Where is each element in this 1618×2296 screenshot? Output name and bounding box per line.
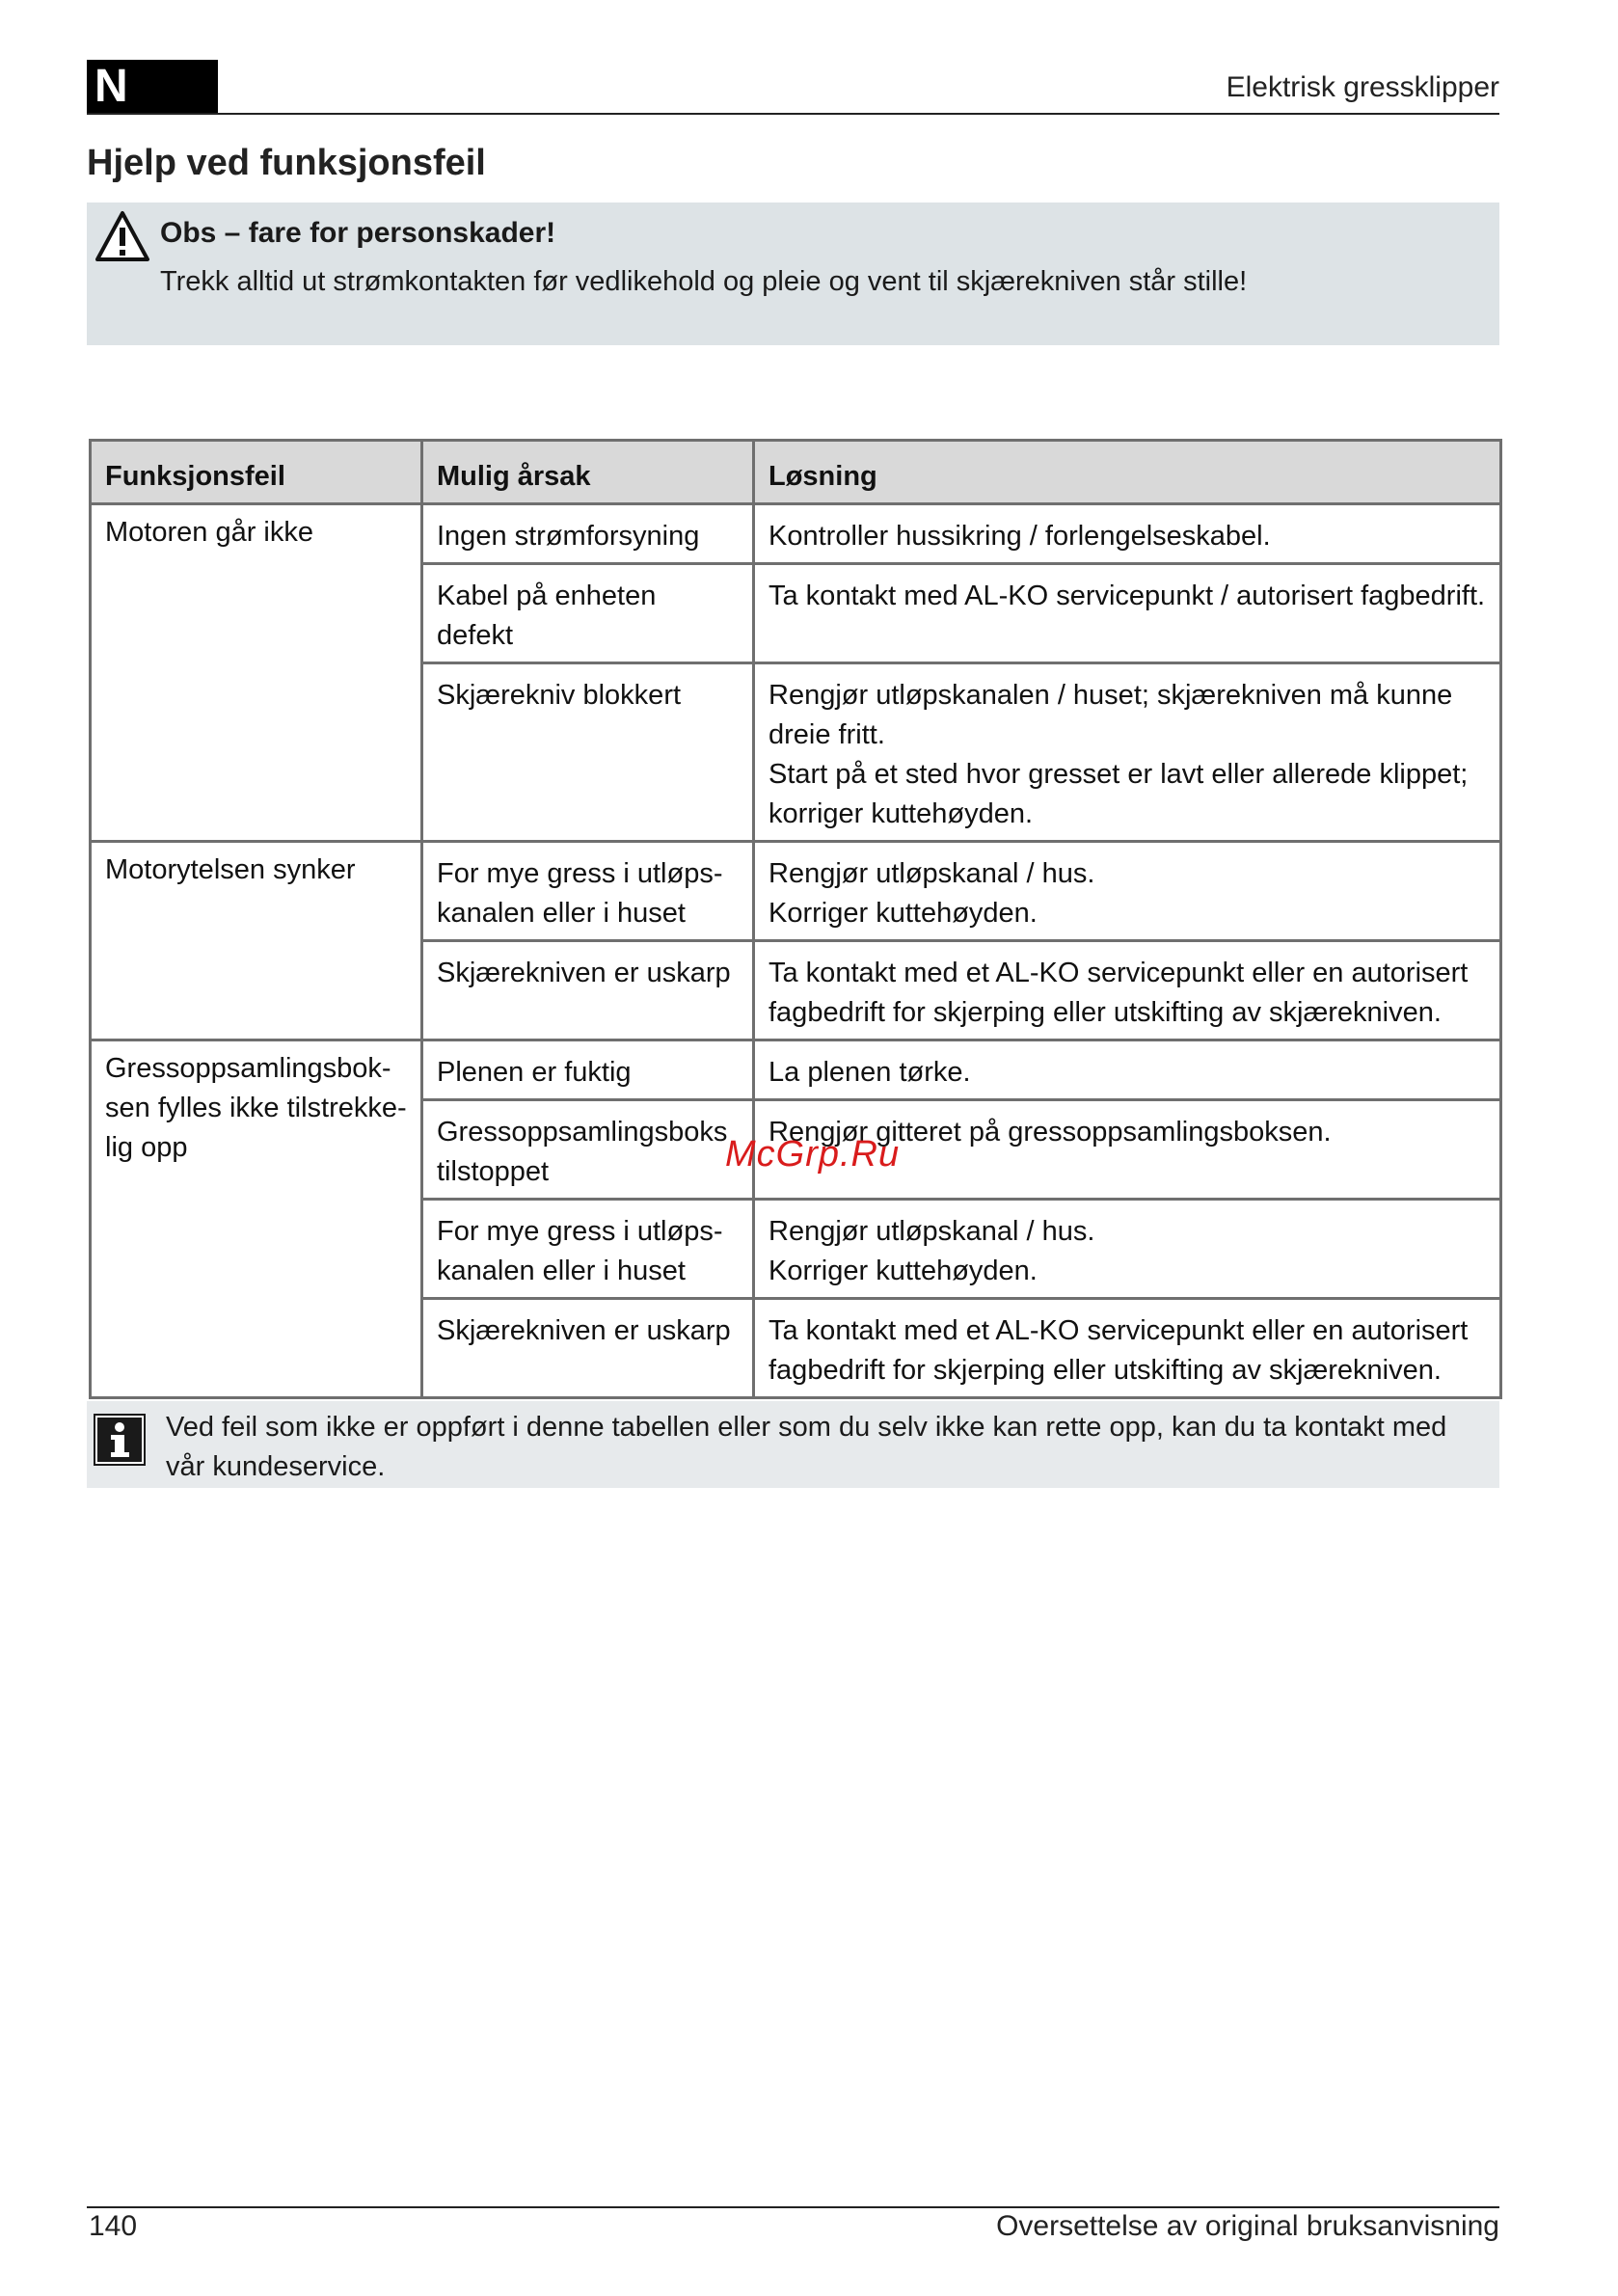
cause-cell: Skjærekniven er uskarp [422,1299,754,1398]
warning-title: Obs – fare for personskader! [160,217,556,249]
cause-cell: Skjærekniven er uskarp [422,941,754,1040]
section-title: Hjelp ved funksjonsfeil [87,143,486,183]
cause-cell: Ingen strømforsyning [422,504,754,564]
table-row [91,1040,1501,1100]
solution-cell: La plenen tørke. [754,1040,1501,1100]
solution-cell: Rengjør utløpskanalen / huset; skjærekniven må kunne dreie fritt. Start på et sted hvor gresset er lavt eller allerede klippet; korriger kuttehøyden. [754,663,1501,842]
table-row [91,504,1501,564]
info-text: Ved feil som ikke er oppført i denne tabellen eller som du selv ikke kan rette opp, kan du ta kontakt med vår kundeservice. [166,1412,1447,1482]
page-number: 140 [89,2210,138,2242]
cause-cell: For mye gress i utløps- kanalen eller i huset [422,842,754,941]
info-icon [94,1414,146,1466]
table-header-row [91,441,1501,504]
header-rule [87,113,1499,115]
fault-cell: Gressoppsamlingsbok- sen fylles ikke tilstrekke- lig opp [91,1040,422,1398]
fault-cell: Motorytelsen synker [91,842,422,1040]
fault-cell: Motoren går ikke [91,504,422,842]
footer-title: Oversettelse av original bruksanvisning [996,2210,1499,2242]
column-header-cause: Mulig årsak [422,441,754,504]
column-header-fault: Funksjonsfeil [91,441,422,504]
solution-cell: Ta kontakt med et AL-KO servicepunkt eller en autorisert fagbedrift for skjerping eller utskifting av skjærekniven. [754,1299,1501,1398]
solution-cell: Ta kontakt med et AL-KO servicepunkt eller en autorisert fagbedrift for skjerping eller utskifting av skjærekniven. [754,941,1501,1040]
table-row [91,842,1501,941]
cause-cell: For mye gress i utløps- kanalen eller i huset [422,1200,754,1299]
cause-cell: Kabel på enheten defekt [422,564,754,663]
watermark: McGrp.Ru [725,1134,901,1175]
solution-cell: Rengjør gitteret på gressoppsamlingsboksen. [754,1100,1501,1200]
cause-cell: Plenen er fuktig [422,1040,754,1100]
solution-cell: Ta kontakt med AL-KO servicepunkt / autorisert fagbedrift. [754,564,1501,663]
cause-cell: Gressoppsamlingsboks tilstoppet [422,1100,754,1200]
solution-cell: Rengjør utløpskanal / hus. Korriger kuttehøyden. [754,1200,1501,1299]
footer-rule [87,2206,1499,2208]
language-badge: N [87,60,218,114]
solution-cell: Kontroller hussikring / forlengelseskabel. [754,504,1501,564]
solution-cell: Rengjør utløpskanal / hus. Korriger kuttehøyden. [754,842,1501,941]
warning-triangle-icon [94,210,150,262]
warning-text: Trekk alltid ut strømkontakten før vedlikehold og pleie og vent til skjærekniven står stille! [160,266,1248,297]
document-title: Elektrisk gressklipper [1226,71,1499,103]
cause-cell: Skjærekniv blokkert [422,663,754,842]
column-header-solution: Løsning [754,441,1501,504]
troubleshooting-table [89,439,1502,1399]
